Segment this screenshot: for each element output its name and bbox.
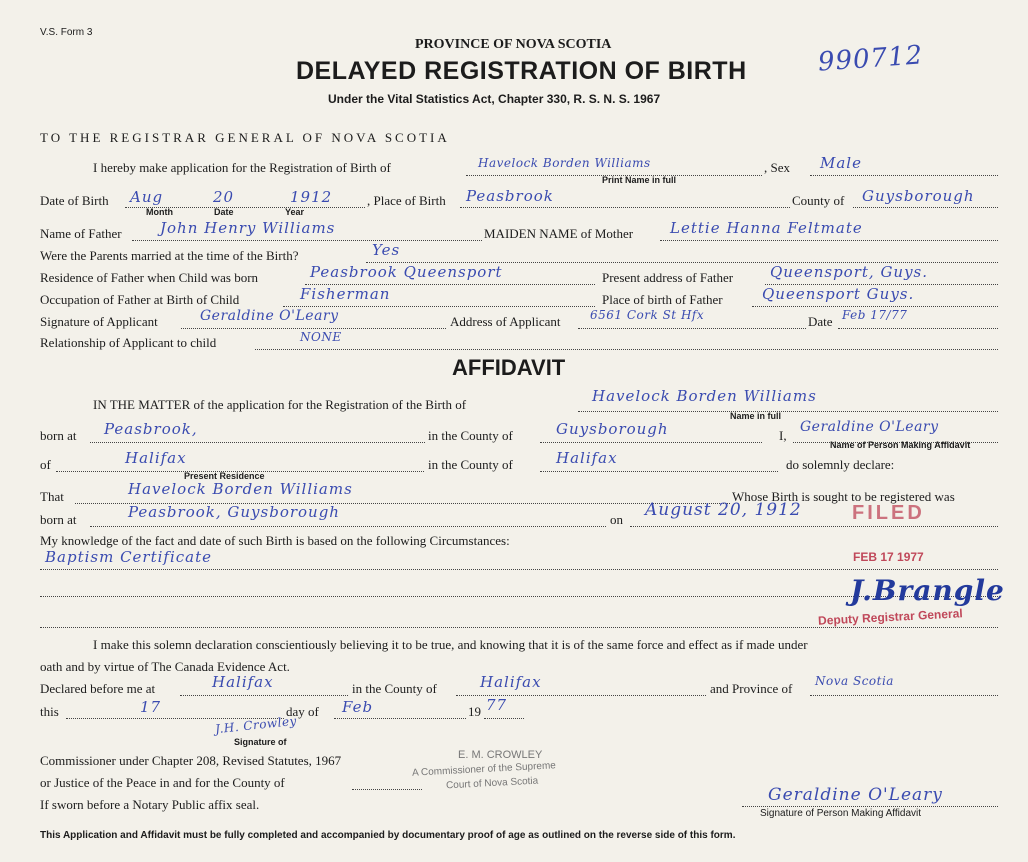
date-hint: Date bbox=[214, 207, 234, 217]
in-county2-value: Halifax bbox=[556, 449, 618, 467]
dob-label: Date of Birth bbox=[40, 193, 109, 208]
married-value: Yes bbox=[372, 241, 401, 259]
in-county-value: Guysborough bbox=[556, 420, 669, 438]
notary-label: If sworn before a Notary Public affix seal. bbox=[40, 797, 260, 812]
name-full-hint: Name in full bbox=[730, 411, 782, 421]
county-line bbox=[853, 207, 998, 208]
this-value: 17 bbox=[140, 698, 162, 716]
signature-of-label: Signature of bbox=[234, 737, 287, 747]
circumstance-value: Baptism Certificate bbox=[45, 548, 213, 566]
date-value: Feb 17/77 bbox=[842, 308, 908, 322]
born-at-value: Peasbrook, bbox=[104, 420, 198, 438]
pob-label: , Place of Birth bbox=[367, 193, 446, 208]
applicant-signature: Geraldine O'Leary bbox=[200, 308, 339, 324]
year-prefix: 19 bbox=[468, 704, 481, 719]
sex-value: Male bbox=[820, 154, 862, 172]
intro-label: I hereby make application for the Registration of Birth of bbox=[93, 160, 391, 175]
knowledge-label: My knowledge of the fact and date of such Birth is based on the following Circumstances: bbox=[40, 533, 510, 548]
address-value: 6561 Cork St Hfx bbox=[590, 308, 705, 322]
month-hint: Month bbox=[146, 207, 173, 217]
matter-value: Havelock Borden Williams bbox=[592, 387, 817, 405]
father-label: Name of Father bbox=[40, 226, 122, 241]
born-at-line bbox=[90, 442, 425, 443]
year-line bbox=[484, 718, 524, 719]
whose-birth-label: Whose Birth is sought to be registered was bbox=[732, 489, 955, 504]
registrar-signature: J.Brangle bbox=[850, 574, 1005, 607]
affidavit-heading: AFFIDAVIT bbox=[452, 355, 566, 380]
that-label: That bbox=[40, 489, 64, 504]
declaration-text-1: I make this solemn declaration conscientiously believing it to be true, and knowing that it is of the same force and effect as if made under bbox=[93, 637, 808, 652]
declare-label: do solemnly declare: bbox=[786, 457, 895, 472]
occupation-label: Occupation of Father at Birth of Child bbox=[40, 292, 240, 307]
province-heading: PROVINCE OF NOVA SCOTIA bbox=[415, 37, 612, 52]
sex-label: , Sex bbox=[764, 160, 790, 175]
pob-father-line bbox=[752, 306, 998, 307]
commissioner-stamp-court: Court of Nova Scotia bbox=[445, 775, 539, 792]
in-county2-line bbox=[540, 471, 778, 472]
county-value: Guysborough bbox=[862, 187, 975, 205]
affiant-signature-line bbox=[742, 806, 998, 807]
on-line bbox=[630, 526, 998, 527]
occupation-line bbox=[283, 306, 595, 307]
declared-value: Halifax bbox=[212, 673, 274, 691]
county-label: County of bbox=[792, 193, 845, 208]
present-father-value: Queensport, Guys. bbox=[770, 263, 929, 281]
commissioner-stamp-title: A Commissioner of the Supreme bbox=[411, 760, 557, 779]
signature-line bbox=[181, 328, 446, 329]
year-value: 77 bbox=[486, 696, 508, 714]
declared-label: Declared before me at bbox=[40, 681, 156, 696]
date-line bbox=[838, 328, 998, 329]
form-number: V.S. Form 3 bbox=[40, 27, 93, 38]
on-value: August 20, 1912 bbox=[645, 500, 802, 520]
declared-line bbox=[180, 695, 348, 696]
pob-father-label: Place of birth of Father bbox=[602, 292, 723, 307]
declared-county-label: in the County of bbox=[352, 681, 437, 696]
residence-hint: Present Residence bbox=[184, 471, 265, 481]
born-at2-label: born at bbox=[40, 512, 77, 527]
mother-line bbox=[660, 240, 998, 241]
declaration-text-2: oath and by virtue of The Canada Evidence Act. bbox=[40, 659, 290, 674]
married-label: Were the Parents married at the time of the Birth? bbox=[40, 248, 299, 263]
of-value: Halifax bbox=[125, 449, 187, 467]
of-label: of bbox=[40, 457, 51, 472]
justice-line bbox=[352, 789, 422, 790]
form-title: DELAYED REGISTRATION OF BIRTH bbox=[296, 57, 747, 85]
this-label: this bbox=[40, 704, 59, 719]
dob-day: 20 bbox=[213, 188, 235, 206]
province-line bbox=[810, 695, 998, 696]
mother-value: Lettie Hanna Feltmate bbox=[670, 219, 863, 237]
pob-line bbox=[460, 207, 790, 208]
father-value: John Henry Williams bbox=[160, 219, 336, 237]
address-line bbox=[578, 328, 806, 329]
registration-number: 990712 bbox=[817, 40, 925, 78]
print-name-hint: Print Name in full bbox=[602, 175, 677, 185]
father-line bbox=[132, 240, 482, 241]
declared-county-value: Halifax bbox=[480, 673, 542, 691]
relationship-value: NONE bbox=[300, 330, 342, 344]
commissioner-label: Commissioner under Chapter 208, Revised Statutes, 1967 bbox=[40, 753, 342, 768]
matter-label: IN THE MATTER of the application for the Registration of the Birth of bbox=[93, 397, 467, 412]
justice-label: or Justice of the Peace in and for the County of bbox=[40, 775, 285, 790]
in-county-label: in the County of bbox=[428, 428, 513, 443]
born-at2-line bbox=[90, 526, 606, 527]
relationship-label: Relationship of Applicant to child bbox=[40, 335, 217, 350]
footer-note: This Application and Affidavit must be fully completed and accompanied by documentary proof of age as outlined on the reverse side of this form. bbox=[40, 830, 736, 841]
child-name-value: Havelock Borden Williams bbox=[478, 156, 651, 170]
province-value: Nova Scotia bbox=[815, 674, 894, 688]
registrar-title-stamp: Deputy Registrar General bbox=[817, 606, 963, 628]
on-label: on bbox=[610, 512, 623, 527]
occupation-value: Fisherman bbox=[300, 285, 391, 303]
day-of-value: Feb bbox=[342, 698, 374, 716]
affiant-signature: Geraldine O'Leary bbox=[768, 785, 943, 805]
that-value: Havelock Borden Williams bbox=[128, 480, 353, 498]
date-label: Date bbox=[808, 314, 833, 329]
circumstance-line-1 bbox=[40, 569, 998, 570]
born-at2-value: Peasbrook, Guysborough bbox=[128, 503, 340, 521]
pob-father-value: Queensport Guys. bbox=[762, 285, 915, 303]
born-at-label: born at bbox=[40, 428, 77, 443]
res-father-value: Peasbrook Queensport bbox=[310, 263, 503, 281]
signature-label: Signature of Applicant bbox=[40, 314, 158, 329]
res-father-label: Residence of Father when Child was born bbox=[40, 270, 259, 285]
day-of-label: day of bbox=[286, 704, 319, 719]
form-subtitle: Under the Vital Statistics Act, Chapter 330, R. S. N. S. 1967 bbox=[328, 92, 661, 106]
dob-year: 1912 bbox=[290, 188, 333, 206]
circumstance-line-3 bbox=[40, 627, 998, 628]
in-county2-label: in the County of bbox=[428, 457, 513, 472]
mother-label: MAIDEN NAME of Mother bbox=[484, 226, 634, 241]
i-label: I, bbox=[779, 428, 787, 443]
address-label: Address of Applicant bbox=[450, 314, 561, 329]
relationship-line bbox=[255, 349, 998, 350]
filed-stamp: FILED bbox=[852, 502, 925, 524]
commissioner-stamp-name: E. M. CROWLEY bbox=[458, 749, 543, 761]
filed-date-stamp: FEB 17 1977 bbox=[853, 550, 924, 564]
affiant-value: Geraldine O'Leary bbox=[800, 419, 939, 435]
matter-line bbox=[578, 411, 998, 412]
addressee-line: TO THE REGISTRAR GENERAL OF NOVA SCOTIA bbox=[40, 130, 450, 145]
affiant-signature-label: Signature of Person Making Affidavit bbox=[760, 808, 922, 819]
affiant-hint: Name of Person Making Affidavit bbox=[830, 440, 971, 450]
commissioner-signature: J.H. Crowley bbox=[214, 713, 298, 737]
in-county-line bbox=[540, 442, 762, 443]
province-label: and Province of bbox=[710, 681, 793, 696]
present-father-label: Present address of Father bbox=[602, 270, 734, 285]
day-of-line bbox=[334, 718, 466, 719]
pob-value: Peasbrook bbox=[466, 187, 554, 205]
year-hint: Year bbox=[285, 207, 305, 217]
dob-month: Aug bbox=[130, 188, 164, 206]
sex-line bbox=[810, 175, 998, 176]
